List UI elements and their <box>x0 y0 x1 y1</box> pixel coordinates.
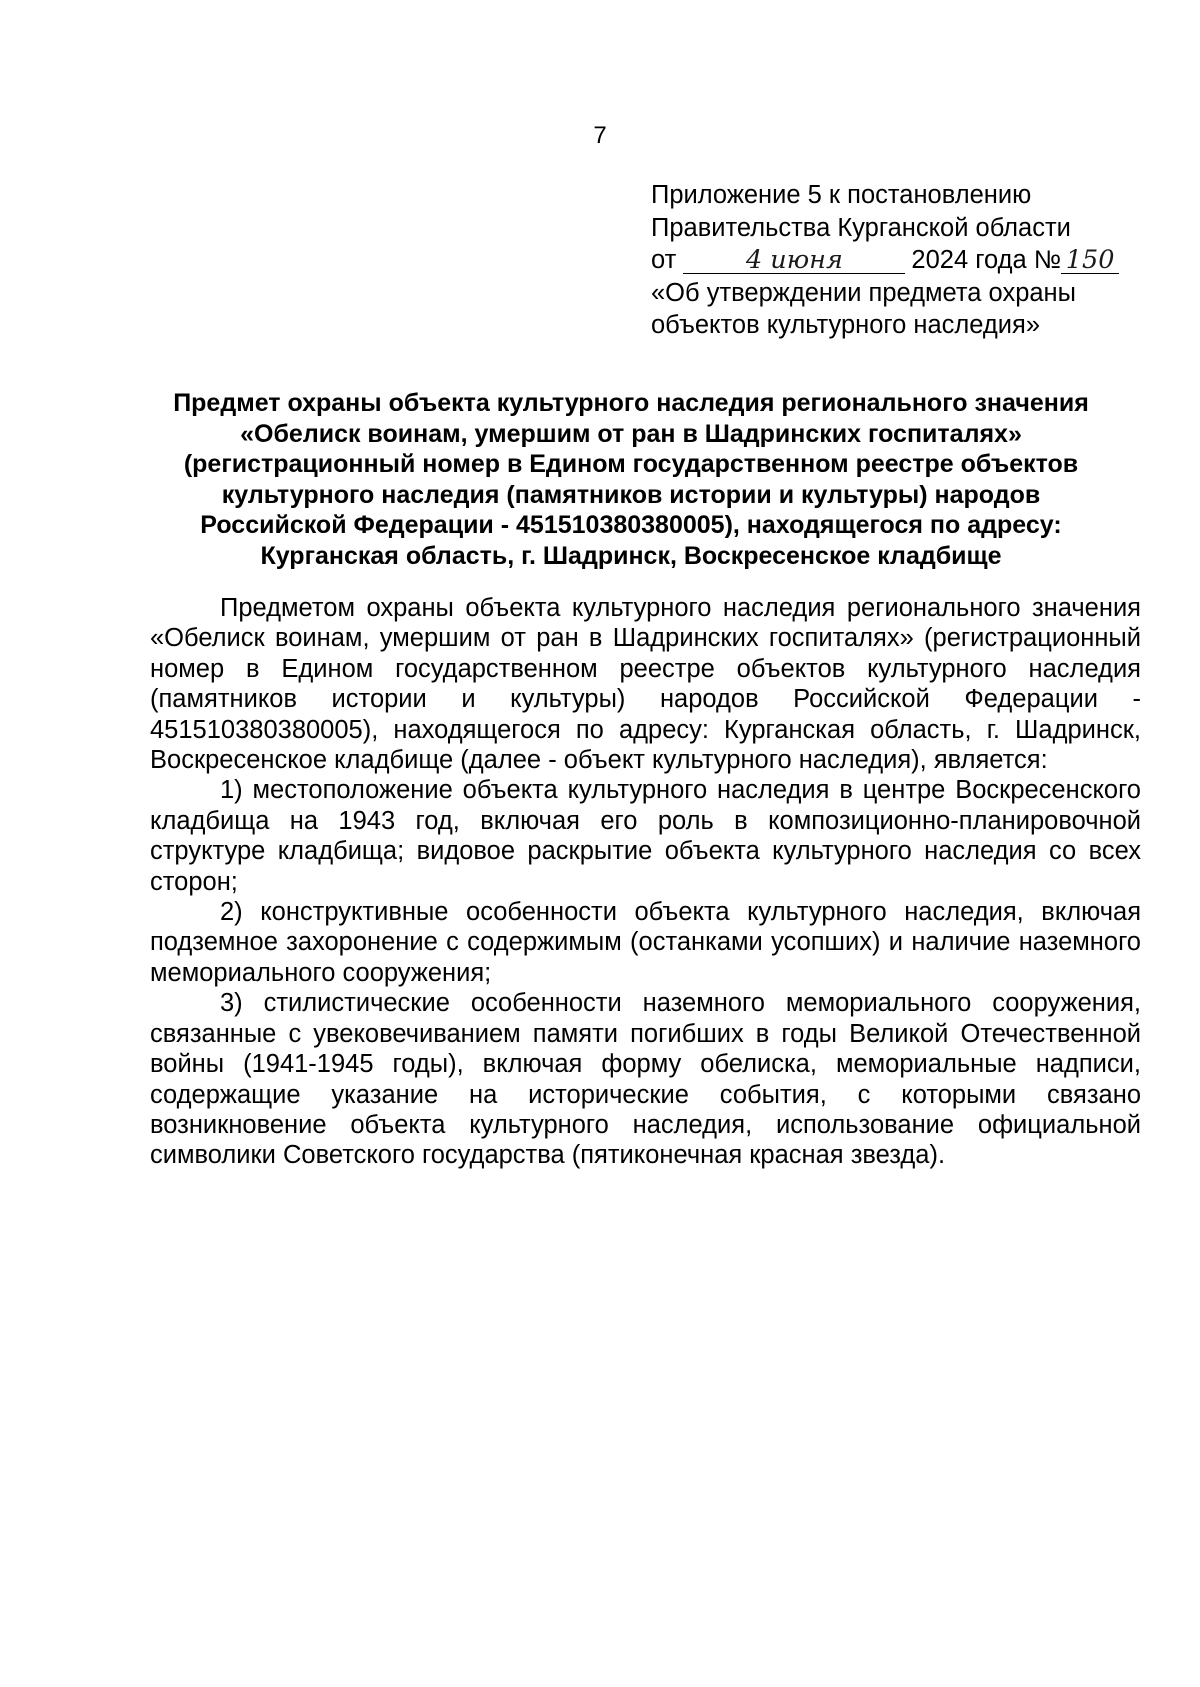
heading-line-6: Курганская область, г. Шадринск, Воскресенское кладбище <box>260 541 1002 570</box>
appendix-date-line <box>651 244 1171 277</box>
appendix-line-4: «Об утверждении предмета охраны <box>651 278 1076 307</box>
date-blank <box>683 247 905 274</box>
paragraph-item-3: 3) стилистические особенности наземного мемориального сооружения, связанные с увековечиванием памяти погибших в годы Великой Отечественной войны (1941-1945 годы), включая форму обелиска, мемориальные надписи, содержащие указание на исторические события, с которыми связано возникновение объекта культурного наследия, использование официальной символики Советского государства (пятиконечная красная звезда). <box>150 989 1141 1170</box>
paragraph-item-2: 2) конструктивные особенности объекта культурного наследия, включая подземное захоронение с содержимым (останками усопших) и наличие наземного мемориального сооружения; <box>150 898 1141 987</box>
year-text: 2024 года № <box>911 246 1062 274</box>
document-body <box>150 593 1141 1171</box>
number-blank <box>1061 247 1119 274</box>
heading-line-5: Российской Федерации - 451510380380005), находящегося по адресу: <box>200 511 1062 540</box>
date-prefix: от <box>651 246 677 274</box>
appendix-line-5: объектов культурного наследия» <box>651 311 1041 339</box>
heading-line-4: культурного наследия (памятников истории и культуры) народов <box>221 480 1041 509</box>
heading-line-1: Предмет охраны объекта культурного наследия регионального значения <box>173 389 1089 417</box>
handwritten-date: 4 июня <box>745 245 843 275</box>
appendix-line-1: Приложение 5 к постановлению <box>651 181 1032 209</box>
heading-line-2: «Обелиск воинам, умершим от ран в Шадринских госпиталях» <box>240 419 1022 448</box>
appendix-line-2: Правительства Курганской области <box>651 213 1071 242</box>
heading-line-3: (регистрационный номер в Едином государственном реестре объектов <box>183 450 1079 479</box>
handwritten-number: 150 <box>1065 245 1115 275</box>
paragraph-intro: Предметом охраны объекта культурного наследия регионального значения «Обелиск воинам, умершим от ран в Шадринских госпиталях» (регистрационный номер в Едином государственном реестре объектов культурного наследия (памятников истории и культуры) народов Российской Федерации - 451510380380005), находящегося по адресу: Курганская область, г. Шадринск, Воскресенское кладбище (далее - объект культурного наследия), является: <box>150 594 1141 775</box>
page-number: 7 <box>593 122 607 149</box>
appendix-block <box>651 179 1171 342</box>
document-heading <box>140 388 1122 572</box>
paragraph-item-1: 1) местоположение объекта культурного наследия в центре Воскресенского кладбища на 1943 год, включая его роль в композиционно-планировочной структуре кладбища; видовое раскрытие объекта культурного наследия со всех сторон; <box>150 776 1141 896</box>
